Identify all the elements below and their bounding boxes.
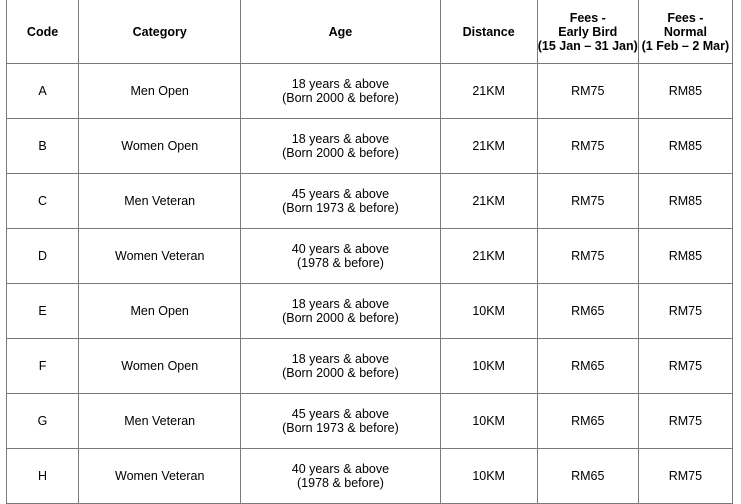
- cell-category: Women Open: [79, 119, 241, 174]
- cell-distance: 21KM: [440, 119, 537, 174]
- cell-age: [241, 339, 440, 394]
- cell-age: [241, 174, 440, 229]
- cell-code: G: [7, 394, 79, 449]
- age-line-1: 18 years & above: [291, 77, 390, 91]
- cell-fee-early: RM75: [537, 229, 638, 284]
- cell-age: [241, 394, 440, 449]
- age-line-1: 18 years & above: [291, 132, 390, 146]
- cell-age: [241, 284, 440, 339]
- cell-distance: 10KM: [440, 339, 537, 394]
- header-early-line-3: (15 Jan – 31 Jan): [537, 38, 638, 53]
- header-early-line-1: Fees -: [569, 10, 606, 25]
- cell-fee-normal: RM75: [638, 339, 732, 394]
- cell-category: Women Open: [79, 339, 241, 394]
- cell-fee-early: RM65: [537, 284, 638, 339]
- table-row: [7, 339, 733, 394]
- cell-category: Men Open: [79, 64, 241, 119]
- table-row: [7, 229, 733, 284]
- age-line-2: (Born 2000 & before): [282, 146, 399, 160]
- cell-distance: 10KM: [440, 394, 537, 449]
- header-row: [7, 0, 733, 64]
- cell-distance: 21KM: [440, 174, 537, 229]
- age-line-1: 18 years & above: [291, 352, 390, 366]
- age-line-2: (Born 2000 & before): [282, 311, 399, 325]
- cell-fee-normal: RM85: [638, 174, 732, 229]
- cell-category: Men Open: [79, 284, 241, 339]
- cell-category: Men Veteran: [79, 394, 241, 449]
- header-early-line-2: Early Bird: [558, 24, 618, 39]
- age-line-2: (Born 2000 & before): [282, 91, 399, 105]
- cell-category: Men Veteran: [79, 174, 241, 229]
- cell-age: [241, 229, 440, 284]
- cell-code: A: [7, 64, 79, 119]
- fees-table: [6, 0, 733, 504]
- cell-distance: 21KM: [440, 229, 537, 284]
- cell-fee-normal: RM85: [638, 229, 732, 284]
- cell-fee-normal: RM75: [638, 284, 732, 339]
- age-line-1: 40 years & above: [291, 462, 390, 476]
- header-age: Age: [241, 0, 440, 64]
- age-line-2: (Born 1973 & before): [282, 421, 399, 435]
- header-normal-line-2: Normal: [663, 24, 707, 39]
- header-category: Category: [79, 0, 241, 64]
- age-line-1: 45 years & above: [291, 407, 390, 421]
- table-row: [7, 64, 733, 119]
- header-code: Code: [7, 0, 79, 64]
- table-row: [7, 284, 733, 339]
- age-line-1: 45 years & above: [291, 187, 390, 201]
- cell-code: H: [7, 449, 79, 504]
- table-row: [7, 394, 733, 449]
- cell-age: [241, 64, 440, 119]
- cell-fee-early: RM65: [537, 449, 638, 504]
- cell-code: B: [7, 119, 79, 174]
- cell-fee-normal: RM85: [638, 64, 732, 119]
- cell-code: E: [7, 284, 79, 339]
- age-line-1: 40 years & above: [291, 242, 390, 256]
- cell-fee-early: RM65: [537, 339, 638, 394]
- table-row: [7, 119, 733, 174]
- cell-fee-normal: RM75: [638, 449, 732, 504]
- cell-category: Women Veteran: [79, 449, 241, 504]
- cell-fee-normal: RM85: [638, 119, 732, 174]
- cell-distance: 10KM: [440, 449, 537, 504]
- cell-code: D: [7, 229, 79, 284]
- age-line-2: (1978 & before): [297, 476, 384, 490]
- cell-distance: 10KM: [440, 284, 537, 339]
- cell-age: [241, 449, 440, 504]
- cell-code: F: [7, 339, 79, 394]
- cell-fee-early: RM75: [537, 119, 638, 174]
- table-row: [7, 449, 733, 504]
- cell-fee-early: RM75: [537, 64, 638, 119]
- cell-age: [241, 119, 440, 174]
- age-line-2: (Born 2000 & before): [282, 366, 399, 380]
- header-fees-normal: [638, 0, 732, 64]
- header-distance: Distance: [440, 0, 537, 64]
- header-fees-early-bird: [537, 0, 638, 64]
- cell-fee-early: RM75: [537, 174, 638, 229]
- age-line-1: 18 years & above: [291, 297, 390, 311]
- table-row: [7, 174, 733, 229]
- cell-code: C: [7, 174, 79, 229]
- age-line-2: (Born 1973 & before): [282, 201, 399, 215]
- header-normal-line-3: (1 Feb – 2 Mar): [641, 38, 730, 53]
- cell-fee-early: RM65: [537, 394, 638, 449]
- cell-fee-normal: RM75: [638, 394, 732, 449]
- header-normal-line-1: Fees -: [667, 10, 704, 25]
- age-line-2: (1978 & before): [297, 256, 384, 270]
- cell-category: Women Veteran: [79, 229, 241, 284]
- cell-distance: 21KM: [440, 64, 537, 119]
